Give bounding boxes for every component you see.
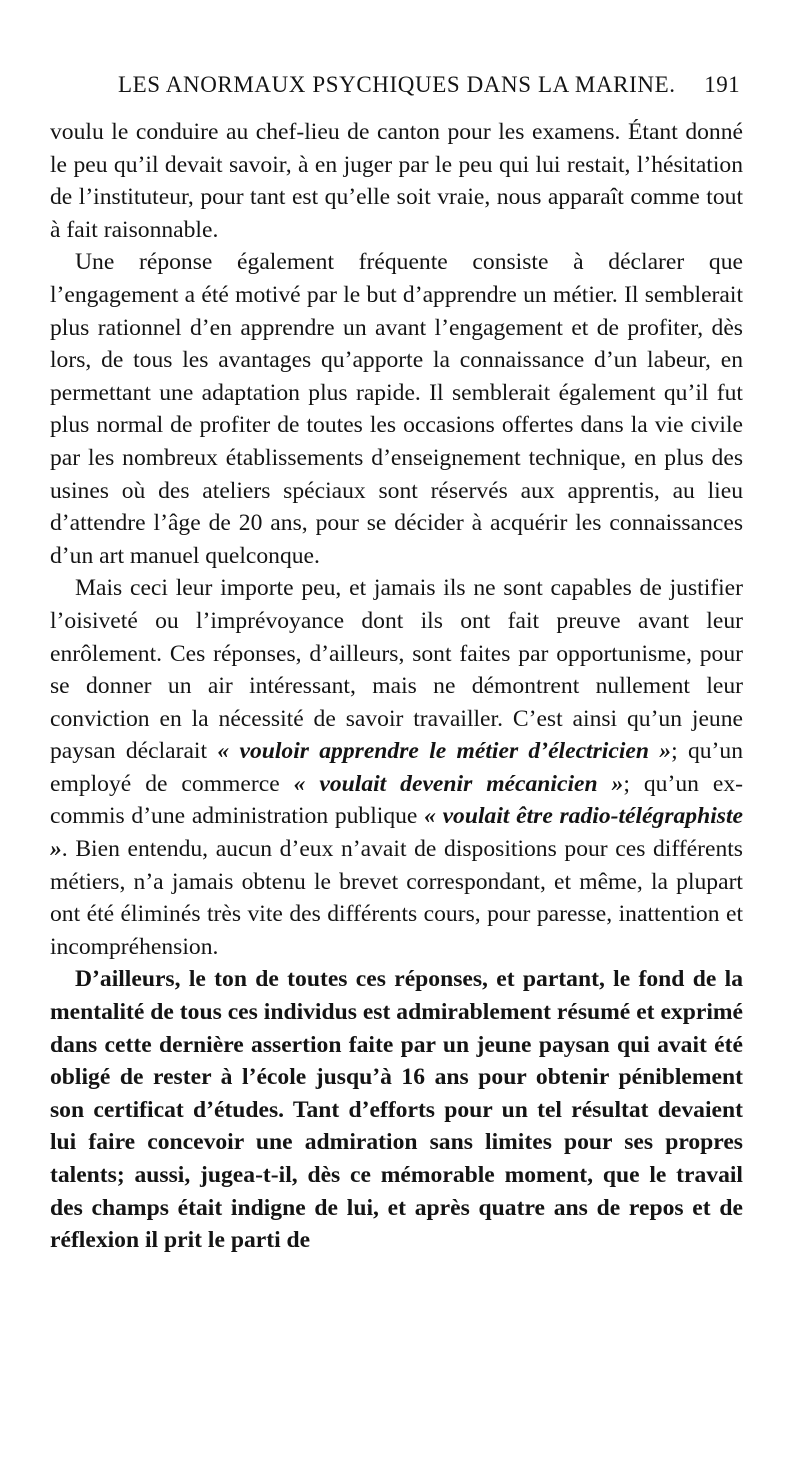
paragraph-mentalite: D’ailleurs, le ton de toutes ces réponses, et partant, le fond de la mentalité de tous ces individus est admirablement résumé et exprimé dans cette dernière assertion faite par un jeune paysan qui avait été obligé de rester à l’école jusqu’à 16 ans pour obtenir péniblement son certificat d’études. Tant d’efforts pour un tel résultat devaient lui faire concevoir une admiration sans limites pour ses propres talents; aussi, jugea-t-il, dès ce mémorable moment, que le travail des champs était indigne de lui, et après quatre ans de repos et de réflexion il prit le parti de [50, 966, 743, 1254]
quote-mecanicien: « voulait devenir mécanicien » [293, 770, 624, 797]
paragraph-text-part: ; qu’un employé de commerce [50, 738, 744, 797]
paragraph-text-part: . Bien entendu, aucun d’eux n’avait de dispositions pour ces différents métiers, n’a jamais obtenu le brevet correspondant, et même, la plupart ont été éliminés très vite des différents cours, pour paresse, inattention et incompréhension. [50, 836, 743, 960]
paragraph-opportunisme [50, 572, 743, 963]
quote-electricien: « vouloir apprendre le métier d’électricien » [217, 738, 672, 765]
quote-radio-telegraphiste: « voulait être radio-télégraphiste » [50, 803, 743, 863]
paragraph-text-part: ; qu’un ex-commis d’une administration publique [50, 770, 743, 830]
page-number: 191 [704, 72, 740, 97]
running-title: LES ANORMAUX PSYCHIQUES DANS LA MARINE. [118, 72, 676, 97]
paragraph-continuation: voulu le conduire au chef-lieu de canton pour les examens. Étant donné le peu qu’il devait savoir, à en juger par le peu qui lui restait, l’hésitation de l’instituteur, pour tant est qu’elle soit vraie, nous apparaît comme tout à fait raisonnable. [50, 119, 743, 243]
paragraph-apprendre-metier: Une réponse également fréquente consiste à déclarer que l’engagement a été motivé par le but d’apprendre un métier. Il semblerait plus rationnel d’en apprendre un avant l’engagement et de profiter, dès lors, de tous les avantages qu’apporte la connaissance d’un labeur, en permettant une adaptation plus rapide. Il semblerait également qu’il fut plus normal de profiter de toutes les occasions offertes dans la vie civile par les nombreux établissements d’enseignement technique, en plus des usines où des ateliers spéciaux sont réservés aux apprentis, au lieu d’attendre l’âge de 20 ans, pour se décider à acquérir les connaissances d’un art manuel quelconque. [50, 249, 743, 569]
paragraph-text-part: Mais ceci leur importe peu, et jamais ils ne sont capables de justifier l’oisiveté ou l’imprévoyance dont ils ont fait preuve avant leur enrôlement. Ces réponses, d’ailleurs, sont faites par opportunisme, pour se donner un air intéressant, mais ne démontrent nullement leur conviction en la nécessité de savoir travailler. C’est ainsi qu’un jeune paysan déclarait [50, 575, 743, 765]
running-header [118, 72, 740, 98]
body-text [50, 116, 743, 1257]
